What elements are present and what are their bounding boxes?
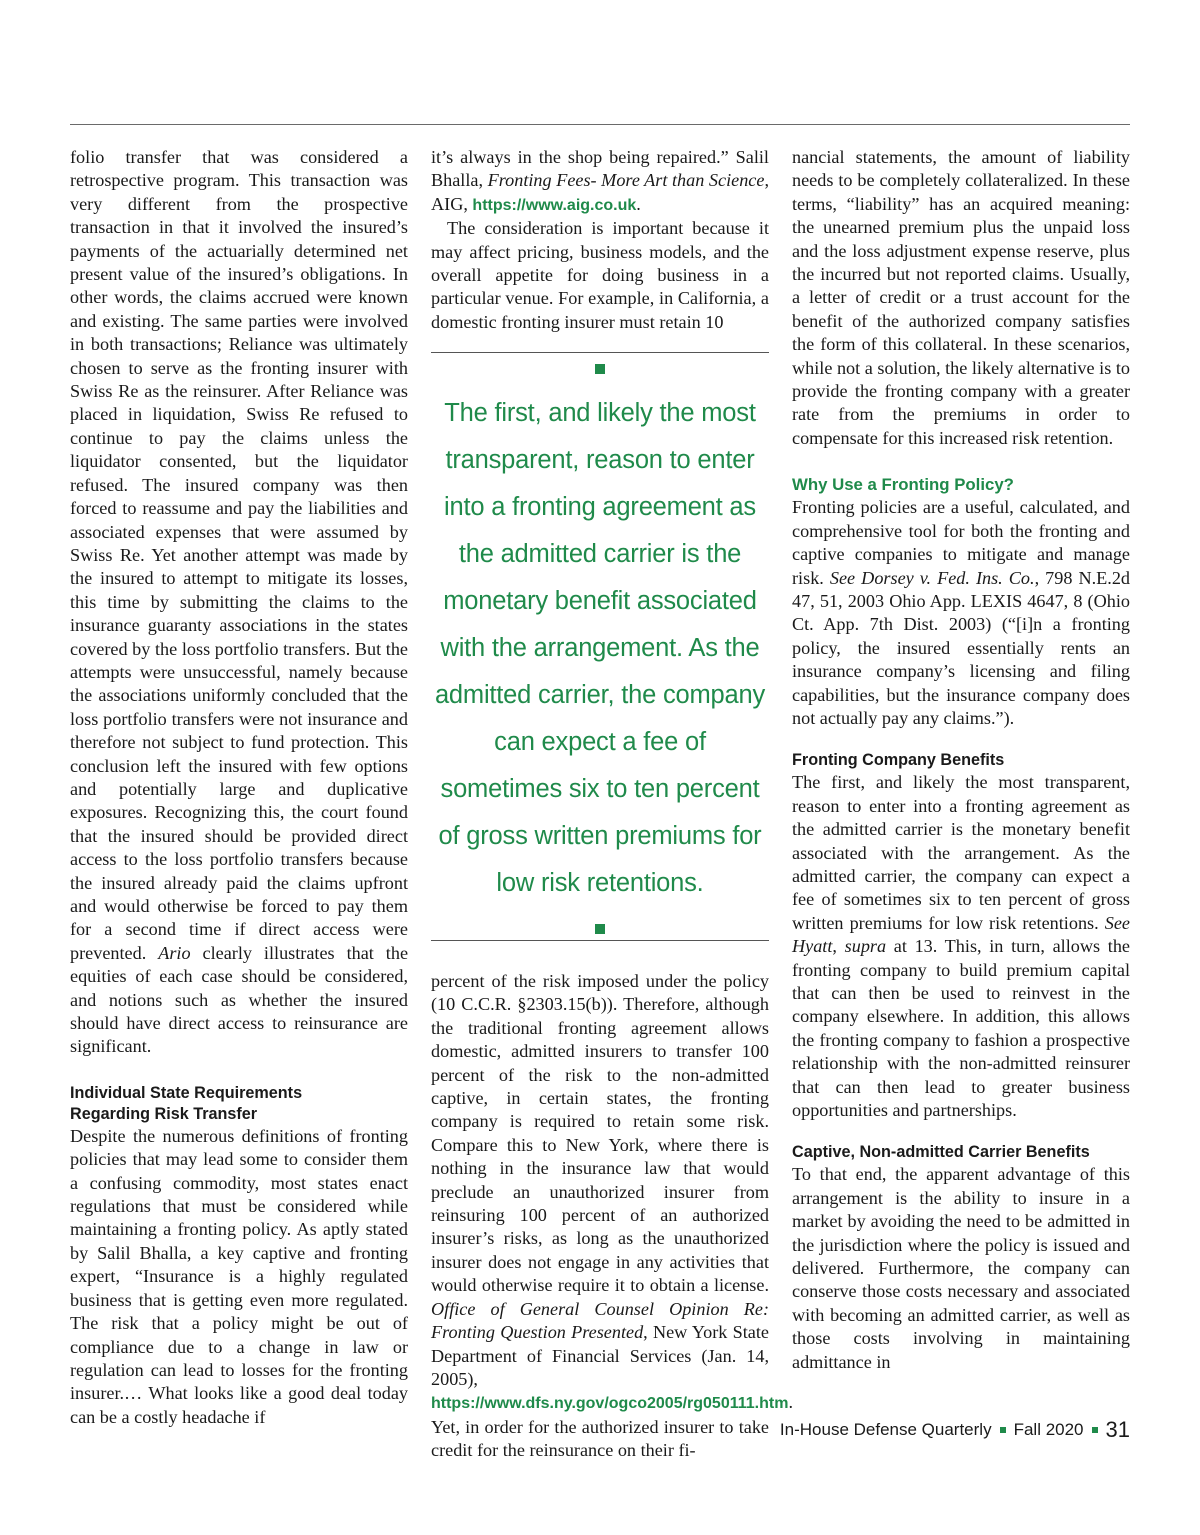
footer-bullet-icon	[1092, 1427, 1098, 1433]
col2-paragraph-1: it’s always in the shop being repaired.” Salil Bhalla, Fronting Fees- More Art than Science, AIG, https://www.aig.co.uk.	[431, 147, 769, 214]
pull-quote	[431, 352, 769, 942]
column-1	[70, 146, 408, 1429]
col2-paragraph-2: The consideration is important because it may affect pricing, business models, and the overall appetite for doing business in a particular venue. For example, in California, a domestic fronting insurer must retain 10	[431, 218, 769, 332]
section-heading-why-use: Why Use a Fronting Policy?	[792, 475, 1014, 495]
pull-quote-top-square-icon	[595, 364, 605, 374]
col3-paragraph-3: The first, and likely the most transparent, reason to enter into a fronting agreement as the admitted carrier is the monetary benefit associated with the arrangement. As the admitted carrier, the company can expect a fee of sometimes six to ten percent of gross written premiums for low risk retentions. See Hyatt, supra at 13. This, in turn, allows the fronting company to build premium capital that can then be used to reinvest in the company elsewhere. In addition, this allows the fronting company to fashion a prospective relationship with the non-admitted reinsurer that can then lead to greater business opportunities and partnerships.	[792, 772, 1131, 1121]
column-2-top	[431, 146, 769, 334]
publication-name: In-House Defense Quarterly	[779, 1420, 992, 1439]
col3-paragraph-4: To that end, the apparent advantage of this arrangement is the ability to insure in a market by avoiding the need to be admitted in the jurisdiction where the policy is issued and delivered. Furthermore, the company can conserve those costs necessary and associated with becoming an admitted carrier, as well as those costs involving in maintaining admittance in	[792, 1164, 1130, 1372]
col3-paragraph-2: Fronting policies are a useful, calculated, and comprehensive tool for both the fronting and captive companies to mitigate and manage risk. See Dorsey v. Fed. Ins. Co., 798 N.E.2d 47, 51, 2003 Ohio App. LEXIS 4647, 8 (Ohio Ct. App. 7th Dist. 2003) (“[i]n a fronting policy, the insured essentially rents an insurance company’s licensing and filing capabilities, but the insurance company does not actually pay any claims.”).	[792, 497, 1131, 728]
pull-quote-bottom-square-icon	[595, 924, 605, 934]
column-2-bottom	[431, 970, 793, 1463]
section-heading-state-requirements: Individual State Requirements Regarding Risk Transfer	[70, 1083, 303, 1123]
col2-paragraph-3: percent of the risk imposed under the policy (10 C.C.R. §2303.15(b)). Therefore, although the traditional fronting agreement allows domestic, admitted insurers to transfer 100 percent of the risk to the non-admitted captive, in certain states, the fronting company is required to retain some risk. Compare this to New York, where there is nothing in the insurance law that would preclude an unauthorized insurer from reinsuring 100 percent of an authorized insurer’s risks, as long as the unauthorized insurer does not engage in any activities that would otherwise require it to obtain a license. Office of General Counsel Opinion Re: Fronting Question Presented, New York State Department of Financial Services (Jan. 14, 2005), https://www.dfs.ny.gov/ogco2005/rg050111.htm. Yet, in order for the authorized insurer to take credit for the reinsurance on their fi-	[431, 971, 793, 1461]
page-number: 31	[1105, 1417, 1130, 1442]
pull-quote-top-rule	[431, 352, 769, 353]
col1-paragraph-1: folio transfer that was considered a retrospective program. This transaction was very different from the prospective transaction in that it involved the insured’s payments of the actuarially determined net present value of the insured’s obligations. In other words, the claims accrued were known and existing. The same parties were involved in both transactions; Reliance was ultimately chosen to serve as the fronting insurer with Swiss Re as the reinsurer. After Reliance was placed in liquidation, Swiss Re refused to continue to pay the claims unless the liquidator consented, but the liquidator refused. The insured company was then forced to reassume and pay the liabilities and associated expenses that were assumed by Swiss Re. Yet another attempt was made by the insured to attempt to mitigate its losses, this time by submitting the claims to the insurance guaranty associations in the states covered by the loss portfolio transfers. But the attempts were unsuccessful, namely because the associations uniformly concluded that the loss portfolio transfers were not insurance and therefore not subject to fund protection. This conclusion left the insured with few options and potentially large and duplicative exposures. Recognizing this, the court found that the insured should be provided direct access to the loss portfolio transfers because the insured already paid the claims upfront and would otherwise be forced to pay them for a second time if direct access were prevented. Ario clearly illustrates that the equities of each case should be considered, and notions such as whether the insured should have direct access to reinsurance are significant.	[70, 147, 409, 1057]
column-3	[792, 146, 1130, 1374]
col3-paragraph-1: nancial statements, the amount of liability needs to be completely collateralized. In these terms, “liability” has an acquired meaning: the unearned premium plus the unpaid loss and the loss adjustment expense reserve, plus the incurred but not reported claims. Usually, a letter of credit or a trust account for the benefit of the authorized company satisfies the form of this collateral. In these scenarios, while not a solution, the likely alternative is to provide the fronting company with a greater rate from the premiums in order to compensate for this increased risk retention.	[792, 147, 1130, 448]
page-footer	[780, 1417, 1130, 1443]
aig-link[interactable]: https://www.aig.co.uk	[472, 196, 637, 214]
pull-quote-text: The first, and likely the most transparent, reason to enter into a fronting agreement as the admitted carrier is the monetary benefit associated with the arrangement. As the admitted carrier, the company can expect a fee of sometimes six to ten percent of gross written premiums for low risk retentions.	[434, 399, 766, 897]
issue-label: Fall 2020	[1013, 1420, 1084, 1439]
pull-quote-bottom-rule	[431, 940, 769, 941]
dfs-link[interactable]: https://www.dfs.ny.gov/ogco2005/rg050111.htm	[431, 1395, 789, 1413]
top-rule	[70, 124, 1130, 125]
section-heading-fronting-benefits: Fronting Company Benefits	[792, 751, 1005, 770]
section-heading-captive-benefits: Captive, Non-admitted Carrier Benefits	[792, 1143, 1090, 1162]
col1-paragraph-2: Despite the numerous definitions of fronting policies that may lead some to consider them a confusing commodity, most states enact regulations that must be considered while maintaining a fronting policy. As aptly stated by Salil Bhalla, a key captive and fronting expert, “Insurance is a highly regulated business that is getting even more regulated. The risk that a policy might be out of compliance due to a change in law or regulation can lead to losses for the fronting insurer.… What looks like a good deal today can be a costly headache if	[70, 1125, 408, 1427]
footer-bullet-icon	[1000, 1427, 1006, 1433]
